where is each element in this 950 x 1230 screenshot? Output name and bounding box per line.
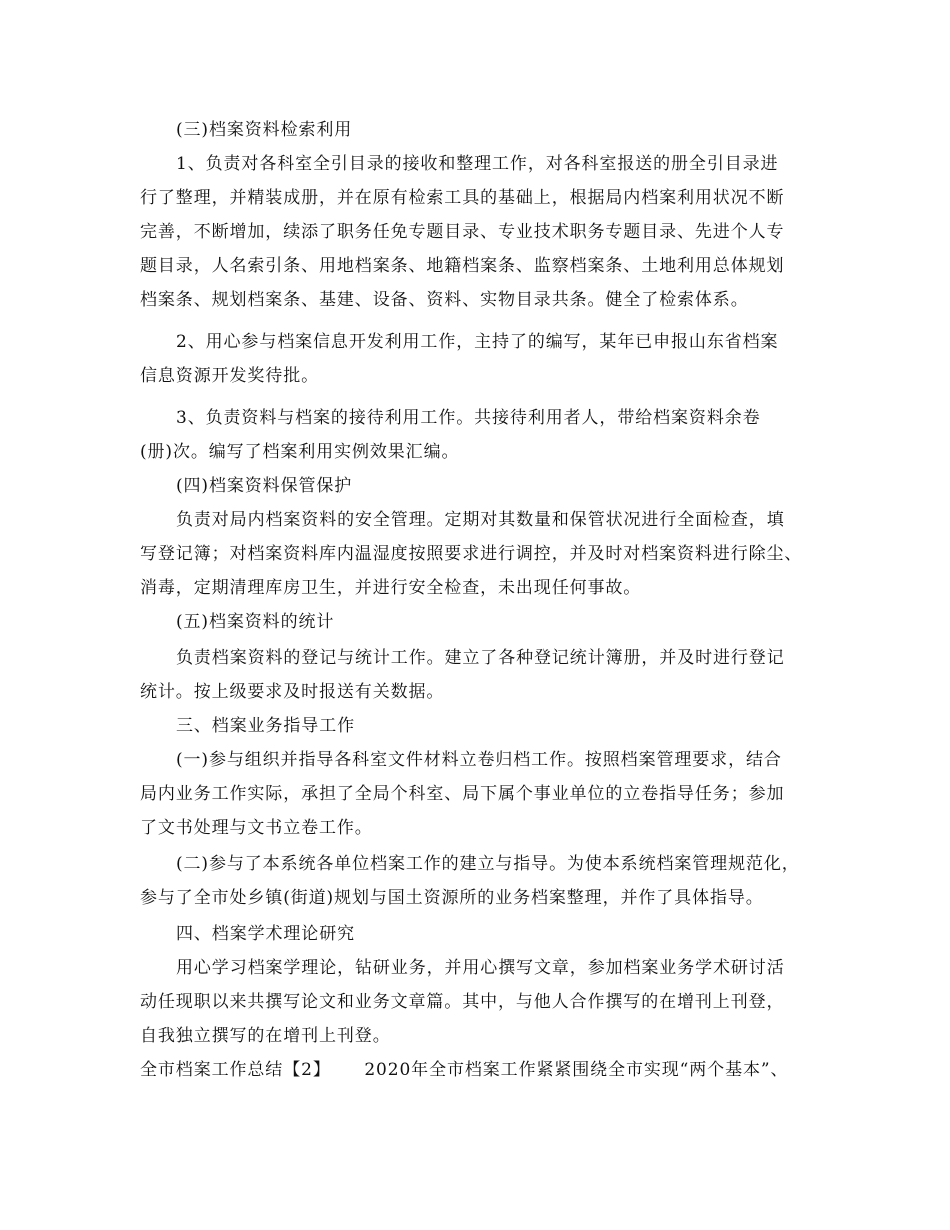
paragraph-line: 负责档案资料的登记与统计工作。建立了各种登记统计簿册，并及时进行登记 (176, 648, 785, 668)
paragraph-line: 档案条、规划档案条、基建、设备、资料、实物目录共条。健全了检索体系。 (140, 290, 749, 310)
paragraph-line: 行了整理，并精装成册，并在原有检索工具的基础上，根据局内档案利用状况不断 (140, 188, 785, 208)
paragraph-line: 消毒，定期清理库房卫生，并进行安全检查，未出现任何事故。 (140, 578, 642, 598)
paragraph-line: 了文书处理与文书立卷工作。 (140, 818, 373, 838)
paragraph-line: 信息资源开发奖待批。 (140, 366, 319, 386)
paragraph-line: 动任现职以来共撰写论文和业务文章篇。其中，与他人合作撰写的在增刊上刊登， (140, 992, 785, 1012)
section-heading-statistics: (五)档案资料的统计 (176, 612, 335, 632)
summary-heading-line: 全市档案工作总结【2】 2020年全市档案工作紧紧围绕全市实现“两个基本”、 (140, 1060, 789, 1080)
paragraph-line: 写登记簿；对档案资料库内温湿度按照要求进行调控，并及时对档案资料进行除尘、 (140, 544, 803, 564)
paragraph-line: 参与了全市处乡镇(街道)规划与国土资源所的业务档案整理，并作了具体指导。 (140, 888, 764, 908)
paragraph-line: 用心学习档案学理论，钻研业务，并用心撰写文章，参加档案业务学术研讨活 (176, 958, 785, 978)
paragraph-line: 自我独立撰写的在增刊上刊登。 (140, 1026, 391, 1046)
paragraph-line: 题目录，人名索引条、用地档案条、地籍档案条、监察档案条、土地利用总体规划 (140, 256, 785, 276)
section-heading-guidance: 三、档案业务指导工作 (176, 716, 355, 736)
paragraph-line: 3、负责资料与档案的接待利用工作。共接待利用者人，带给档案资料余卷 (176, 408, 761, 428)
section-heading-research: 四、档案学术理论研究 (176, 924, 355, 944)
paragraph-line: 完善，不断增加，续添了职务任免专题目录、专业技术职务专题目录、先进个人专 (140, 222, 785, 242)
paragraph-line: 负责对局内档案资料的安全管理。定期对其数量和保管状况进行全面检查，填 (176, 510, 785, 530)
paragraph-line: 统计。按上级要求及时报送有关数据。 (140, 682, 445, 702)
paragraph-line: 局内业务工作实际，承担了全局个科室、局下属个事业单位的立卷指导任务；参加 (140, 784, 785, 804)
paragraph-line: (一)参与组织并指导各科室文件材料立卷归档工作。按照档案管理要求，结合 (176, 750, 782, 770)
paragraph-line: 1、负责对各科室全引目录的接收和整理工作，对各科室报送的册全引目录进 (176, 154, 779, 174)
paragraph-line: (二)参与了本系统各单位档案工作的建立与指导。为使本系统档案管理规范化， (176, 854, 800, 874)
section-heading-retrieval: (三)档案资料检索利用 (176, 120, 353, 140)
paragraph-line: (册)次。编写了档案利用实例效果汇编。 (140, 442, 460, 462)
paragraph-line: 2、用心参与档案信息开发利用工作，主持了的编写，某年已申报山东省档案 (176, 332, 779, 352)
section-heading-storage: (四)档案资料保管保护 (176, 476, 353, 496)
